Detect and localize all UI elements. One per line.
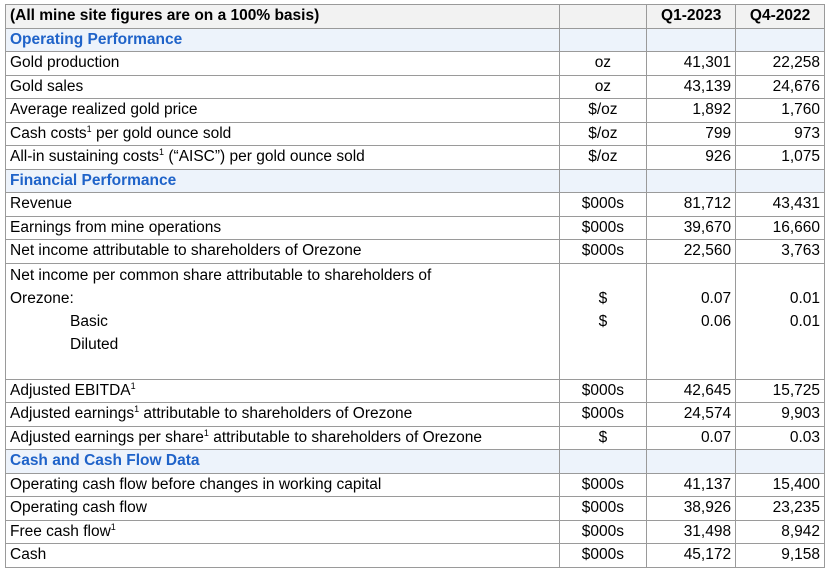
row-q1-value: 799 (647, 122, 736, 146)
row-q1-value: 0.07 (647, 426, 736, 450)
footnote-marker: 1 (134, 403, 140, 414)
label-text: Adjusted earnings per share (10, 428, 204, 446)
row-q1-value: 45,172 (647, 544, 736, 568)
table-row (6, 497, 825, 521)
table-row (6, 403, 825, 427)
row-q4-value: 9,903 (736, 403, 825, 427)
row-q1-value: 24,574 (647, 403, 736, 427)
table-row (6, 193, 825, 217)
row-q1-value: 926 (647, 146, 736, 170)
row-unit: $000s (559, 544, 647, 568)
row-label (6, 403, 560, 427)
row-label: Net income attributable to shareholders of Orezone (6, 240, 560, 264)
row-q4-value-eps (736, 263, 825, 379)
row-q4-value: 3,763 (736, 240, 825, 264)
row-unit: $/oz (559, 122, 647, 146)
row-q1-value: 38,926 (647, 497, 736, 521)
table-row (6, 52, 825, 76)
row-q1-value: 39,670 (647, 216, 736, 240)
row-label: Cash (6, 544, 560, 568)
row-q1-value: 81,712 (647, 193, 736, 217)
empty-cell (736, 28, 825, 52)
row-label (6, 146, 560, 170)
label-text: Cash costs (10, 124, 87, 142)
row-q1-value: 41,301 (647, 52, 736, 76)
table-row (6, 379, 825, 403)
row-unit: $/oz (559, 99, 647, 123)
eps-unit-basic: $ (598, 289, 608, 307)
row-unit: $000s (559, 240, 647, 264)
footnote-marker: 1 (130, 380, 136, 391)
row-unit: $ (559, 426, 647, 450)
row-q1-value-eps (647, 263, 736, 379)
table-row (6, 75, 825, 99)
table-row (6, 146, 825, 170)
row-q4-value: 16,660 (736, 216, 825, 240)
row-q1-value: 43,139 (647, 75, 736, 99)
row-q4-value: 1,760 (736, 99, 825, 123)
row-label (6, 122, 560, 146)
financial-table-wrapper (5, 4, 825, 568)
empty-cell (736, 169, 825, 193)
empty-cell (647, 169, 736, 193)
table-row (6, 216, 825, 240)
label-text: attributable to shareholders of Orezone (139, 405, 413, 422)
row-q4-value: 43,431 (736, 193, 825, 217)
header-q1-2023: Q1-2023 (647, 5, 736, 29)
eps-basic-label: Basic (70, 312, 108, 330)
financial-summary-table (5, 4, 825, 568)
section-row-operating (6, 28, 825, 52)
row-q4-value: 15,725 (736, 379, 825, 403)
empty-cell (736, 450, 825, 474)
row-q4-value: 22,258 (736, 52, 825, 76)
header-unit-cell (559, 5, 647, 29)
row-unit: oz (559, 52, 647, 76)
row-unit: $/oz (559, 146, 647, 170)
header-label: (All mine site figures are on a 100% basis) (6, 5, 560, 29)
row-q1-value: 31,498 (647, 520, 736, 544)
row-unit: $000s (559, 497, 647, 521)
row-q4-value: 973 (736, 122, 825, 146)
table-row (6, 473, 825, 497)
eps-unit-diluted: $ (598, 312, 608, 330)
label-text: Free cash flow (10, 522, 111, 540)
row-q4-value: 8,942 (736, 520, 825, 544)
row-label: Average realized gold price (6, 99, 560, 123)
eps-label-line2: Orezone: (10, 289, 74, 307)
section-title-cash: Cash and Cash Flow Data (6, 450, 560, 474)
label-text: All-in sustaining costs (10, 148, 160, 165)
table-row (6, 426, 825, 450)
row-label: Operating cash flow before changes in working capital (6, 473, 560, 497)
label-text: attributable to shareholders of Orezone (208, 428, 483, 446)
row-label: Earnings from mine operations (6, 216, 560, 240)
row-unit: $000s (559, 193, 647, 217)
footnote-marker: 1 (159, 146, 165, 157)
empty-cell (559, 169, 647, 193)
empty-cell (559, 28, 647, 52)
section-title-financial: Financial Performance (6, 169, 560, 193)
row-q4-value: 0.03 (736, 426, 825, 450)
table-row-eps (6, 263, 825, 379)
row-q4-value: 24,676 (736, 75, 825, 99)
row-q1-value: 41,137 (647, 473, 736, 497)
eps-q4-basic: 0.01 (789, 289, 820, 307)
row-unit: oz (559, 75, 647, 99)
eps-q4-diluted: 0.01 (789, 312, 820, 330)
footnote-marker: 1 (86, 123, 92, 134)
section-row-cash (6, 450, 825, 474)
row-q4-value: 15,400 (736, 473, 825, 497)
label-text: (“AISC”) per gold ounce sold (164, 148, 365, 165)
row-q4-value: 23,235 (736, 497, 825, 521)
row-label (6, 426, 560, 450)
row-label (6, 379, 560, 403)
row-unit: $000s (559, 379, 647, 403)
row-q4-value: 9,158 (736, 544, 825, 568)
row-q4-value: 1,075 (736, 146, 825, 170)
row-label: Revenue (6, 193, 560, 217)
label-text: Adjusted EBITDA (10, 381, 131, 399)
row-unit: $000s (559, 473, 647, 497)
row-q1-value: 22,560 (647, 240, 736, 264)
section-row-financial (6, 169, 825, 193)
empty-cell (647, 28, 736, 52)
eps-label-line1: Net income per common share attributable to shareholders of (10, 266, 432, 284)
empty-cell (559, 450, 647, 474)
footnote-marker: 1 (110, 521, 116, 532)
table-row (6, 122, 825, 146)
footnote-marker: 1 (203, 427, 209, 438)
table-row (6, 520, 825, 544)
row-unit: $000s (559, 216, 647, 240)
empty-cell (647, 450, 736, 474)
row-label: Operating cash flow (6, 497, 560, 521)
label-text: Adjusted earnings (10, 405, 135, 422)
header-q4-2022: Q4-2022 (736, 5, 825, 29)
section-title-operating: Operating Performance (6, 28, 560, 52)
row-label-eps (6, 263, 560, 379)
row-q1-value: 42,645 (647, 379, 736, 403)
eps-q1-diluted: 0.06 (700, 312, 732, 330)
eps-diluted-label: Diluted (70, 335, 119, 353)
row-label: Gold production (6, 52, 560, 76)
label-text: per gold ounce sold (91, 124, 232, 142)
row-unit-eps (559, 263, 647, 379)
row-q1-value: 1,892 (647, 99, 736, 123)
table-row (6, 99, 825, 123)
row-label (6, 520, 560, 544)
eps-q1-basic: 0.07 (700, 289, 732, 307)
row-label: Gold sales (6, 75, 560, 99)
row-unit: $000s (559, 520, 647, 544)
table-row (6, 240, 825, 264)
row-unit: $000s (559, 403, 647, 427)
table-header-row (6, 5, 825, 29)
table-row (6, 544, 825, 568)
